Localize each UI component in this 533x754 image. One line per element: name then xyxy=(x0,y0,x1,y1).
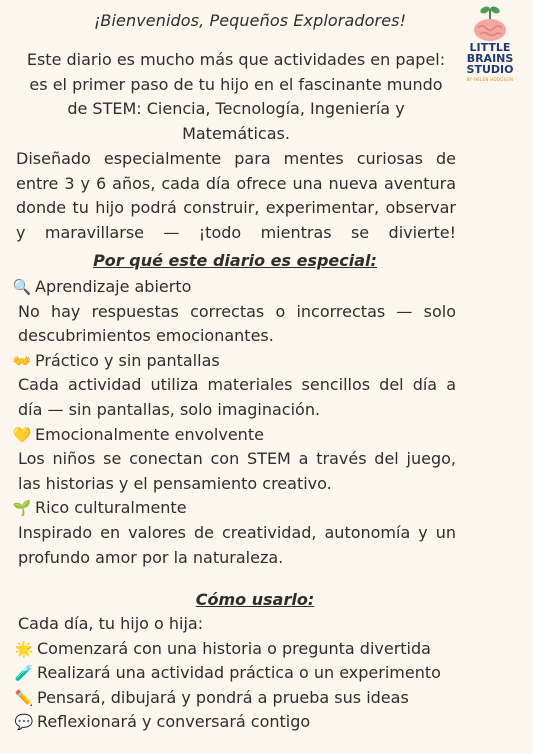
brain-sprout-icon xyxy=(470,6,510,42)
magnifier-icon: 🔍 xyxy=(12,278,32,296)
heart-icon: 💛 xyxy=(12,425,32,444)
feature-item xyxy=(12,349,456,423)
test-tube-icon: 🧪 xyxy=(14,664,34,683)
usage-item: ✏️ Pensará, dibujará y pondrá a prueba sus ideas xyxy=(14,686,464,711)
usage-item: 💬 Reflexionará y conversará contigo xyxy=(14,710,464,735)
logo-subtitle: BY HELEN HODGSON xyxy=(466,77,514,82)
feature-title: Emocionalmente envolvente xyxy=(35,424,264,444)
little-brains-logo xyxy=(455,6,525,90)
feature-text: Inspirado en valores de creatividad, autonomía y un profundo amor por la naturaleza. xyxy=(18,522,456,567)
intro-paragraph-2: Diseñado especialmente para mentes curiosas de entre 3 y 6 años, cada día ofrece una nueva aventura donde tu hijo podrá construir, experimentar, observar y maravillarse — ¡todo mientras se divierte! xyxy=(16,149,456,242)
special-heading: Por qué este diario es especial: xyxy=(93,251,377,270)
usage-item: 🧪 Realizará una actividad práctica o un experimento xyxy=(14,661,464,686)
speech-bubble-icon: 💬 xyxy=(14,713,34,732)
usage-heading: Cómo usarlo: xyxy=(195,590,315,609)
logo-line-3: STUDIO xyxy=(466,63,514,76)
usage-item: 🌟 Comenzará con una historia o pregunta divertida xyxy=(14,637,464,662)
hands-icon: 👐 xyxy=(12,351,32,370)
feature-title: Rico culturalmente xyxy=(35,498,187,518)
logo-line-1: LITTLE xyxy=(469,41,511,54)
sprout-icon: 🌱 xyxy=(12,499,32,518)
pencil-icon: ✏️ xyxy=(14,688,34,707)
feature-list xyxy=(12,275,456,570)
feature-item xyxy=(12,496,456,570)
feature-item xyxy=(12,423,456,497)
usage-list xyxy=(14,612,464,735)
usage-intro: Cada día, tu hijo o hija: xyxy=(18,614,204,633)
page-title: ¡Bienvenidos, Pequeños Exploradores! xyxy=(93,11,407,30)
intro-paragraph-1: Este diario es mucho más que actividades en papel: es el primer paso de tu hijo en el fascinante mundo de STEM: Ciencia, Tecnología, Ingeniería y Matemáticas. xyxy=(26,50,446,143)
feature-item xyxy=(12,275,456,349)
feature-text: No hay respuestas correctas o incorrectas — solo descubrimientos emocionantes. xyxy=(18,301,456,346)
feature-title: Aprendizaje abierto xyxy=(35,277,192,296)
feature-title: Práctico y sin pantallas xyxy=(35,350,220,370)
sun-icon: 🌟 xyxy=(14,639,34,658)
feature-text: Cada actividad utiliza materiales sencillos del día a día — sin pantallas, solo imaginación. xyxy=(18,375,456,419)
feature-text: Los niños se conectan con STEM a través del juego, las historias y el pensamiento creativo. xyxy=(18,449,456,493)
logo-line-2: BRAINS xyxy=(466,52,514,65)
